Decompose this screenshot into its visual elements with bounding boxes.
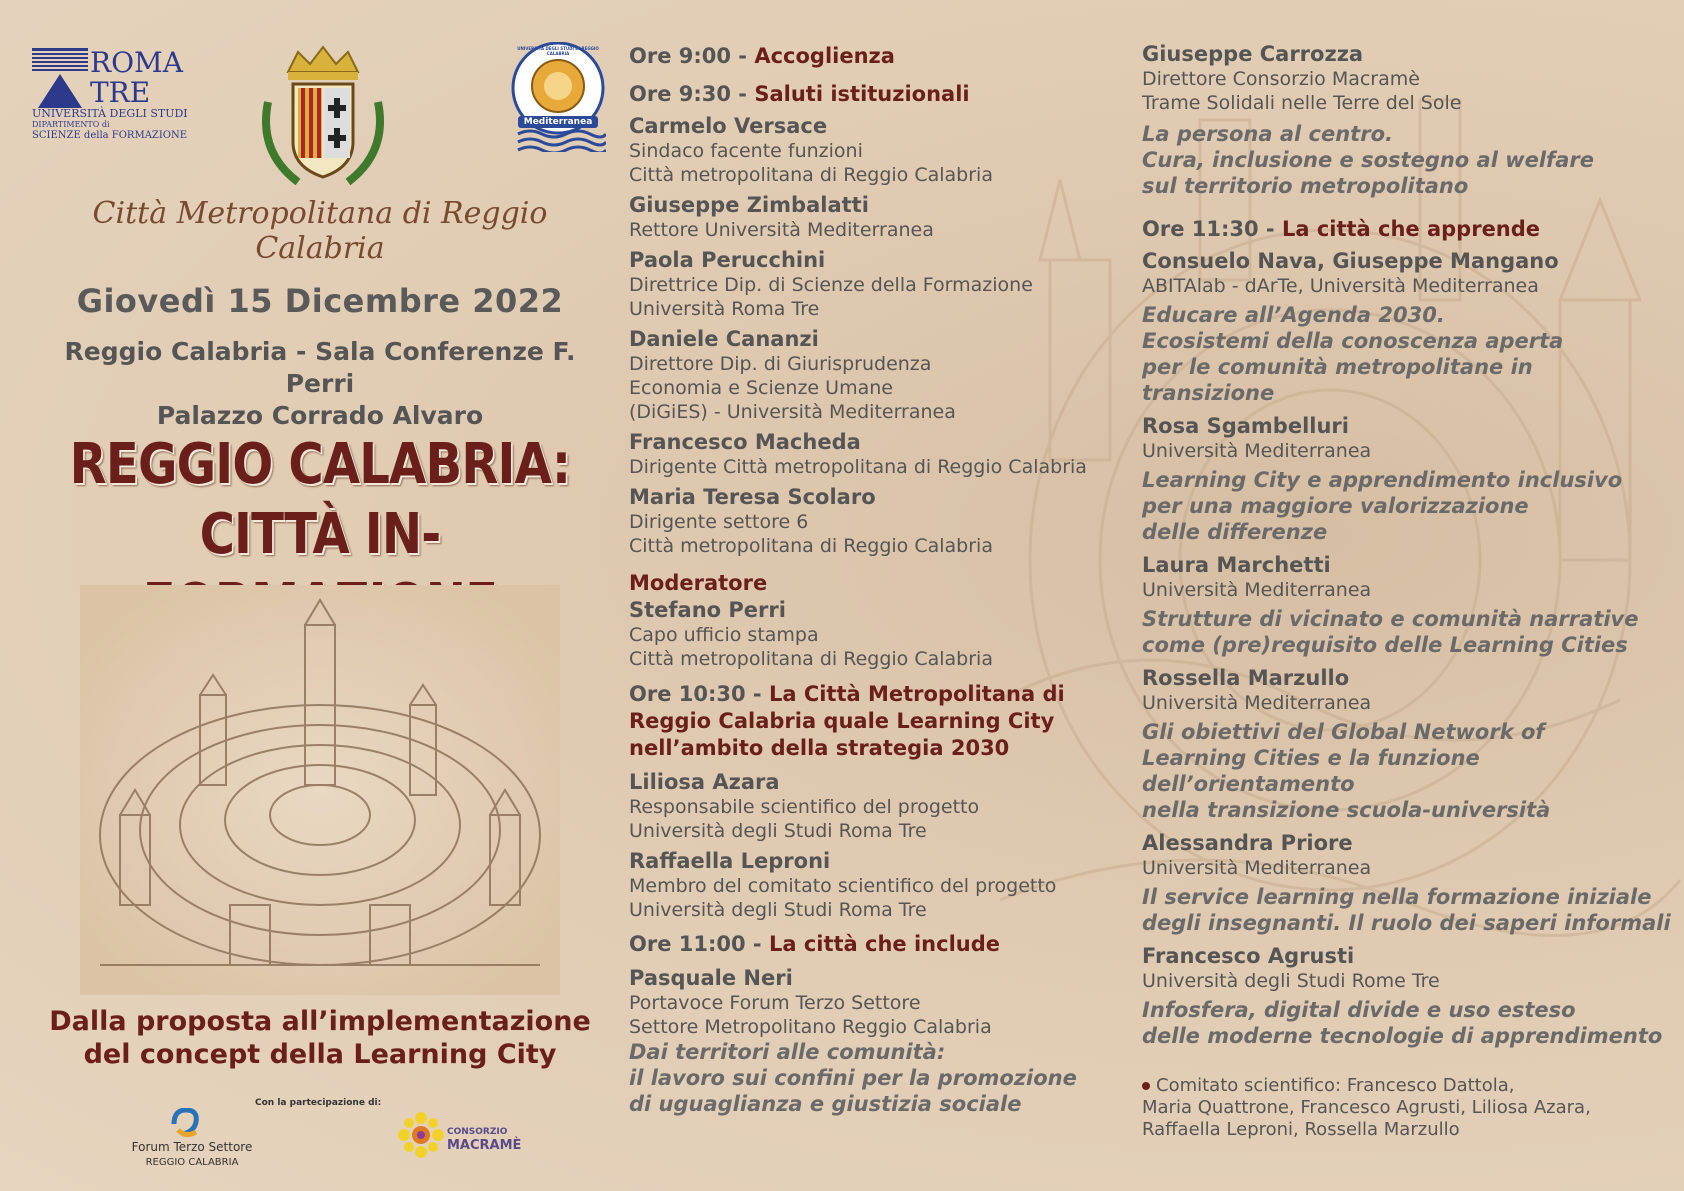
- partners-label: Con la partecipazione di:: [255, 1098, 382, 1108]
- speaker-role: Portavoce Forum Terzo Settore: [629, 992, 921, 1014]
- roma-tre-faculty: SCIENZE della FORMAZIONE: [32, 130, 188, 141]
- talk-title: Ecosistemi della conoscenza aperta: [1142, 329, 1564, 353]
- city-illustration: [80, 585, 560, 995]
- speaker-role: Direttore Consorzio Macramè: [1142, 68, 1420, 90]
- tre-text: TRE: [90, 76, 151, 109]
- speaker-name: Maria Teresa Scolaro: [629, 485, 876, 509]
- program-column-2: [1142, 42, 1672, 1141]
- event-date: Giovedì 15 Dicembre 2022: [76, 282, 564, 320]
- speaker-name: Paola Perucchini: [629, 248, 826, 272]
- macrame-line-1: CONSORZIO: [447, 1127, 508, 1137]
- speaker-affiliation: Trame Solidali nelle Terre del Sole: [1142, 92, 1462, 114]
- speaker-name: Francesco Agrusti: [1142, 944, 1355, 968]
- coat-of-arms-icon: [248, 42, 398, 192]
- speaker-role: Responsabile scientifico del progetto: [629, 796, 980, 818]
- talk-title: Gli obiettivi del Global Network of: [1142, 720, 1545, 744]
- speaker-name: Pasquale Neri: [629, 966, 793, 990]
- session-1100: Ore 11:00 - La città che include: [629, 932, 1000, 956]
- moderator-label: Moderatore: [629, 571, 768, 595]
- session-0930: Ore 9:30 - Saluti istituzionali: [629, 82, 970, 106]
- speaker-affiliation: Università Roma Tre: [629, 298, 820, 320]
- roma-tre-logo: [32, 46, 188, 144]
- speaker-role: Membro del comitato scientifico del progetto: [629, 875, 1057, 897]
- title-line-2: CITTÀ IN-: [199, 502, 441, 567]
- mediterranea-ring-text: UNIVERSITÀ DEGLI STUDI DI REGGIO CALABRIA: [517, 46, 599, 56]
- macrame-flower-icon: [398, 1112, 444, 1158]
- subtitle-line-1: Dalla proposta all’implementazione: [49, 1006, 591, 1037]
- speaker-affiliation: Città metropolitana di Reggio Calabria: [629, 535, 993, 557]
- macrame-logo: [447, 1126, 521, 1152]
- speaker-affiliation: (DiGiES) - Università Mediterranea: [629, 401, 956, 423]
- talk-title: delle moderne tecnologie di apprendimento: [1142, 1024, 1663, 1048]
- forum-place: REGGIO CALABRIA: [145, 1157, 239, 1168]
- talk-title: Il service learning nella formazione iniziale: [1142, 885, 1652, 909]
- roma-text: ROMA: [90, 46, 183, 79]
- talk-title: nella transizione scuola-università: [1142, 798, 1551, 822]
- speaker-affiliation: Università degli Studi Roma Tre: [629, 820, 927, 842]
- speaker-name: Laura Marchetti: [1142, 553, 1331, 577]
- talk-title: Educare all’Agenda 2030.: [1142, 303, 1445, 327]
- session-1130: Ore 11:30 - La città che apprende: [1142, 217, 1541, 241]
- talk-title: La persona al centro.: [1142, 122, 1393, 146]
- scientific-committee: Comitato scientifico: Francesco Dattola, Maria Quattrone, Francesco Agrusti, Liliosa Azara, Raffaella Leproni, Rossella Marzullo: [1142, 1075, 1591, 1140]
- talk-title: Infosfera, digital divide e uso esteso: [1142, 998, 1576, 1022]
- speaker-name: Giuseppe Carrozza: [1142, 42, 1364, 66]
- event-subtitle: [40, 1005, 600, 1071]
- speaker-name: Carmelo Versace: [629, 114, 828, 138]
- speaker-role: Economia e Scienze Umane: [629, 377, 893, 399]
- talk-title: Dai territori alle comunità:: [629, 1040, 946, 1064]
- speaker-role: Direttrice Dip. di Scienze della Formazione: [629, 274, 1033, 296]
- talk-title: di uguaglianza e giustizia sociale: [629, 1092, 1022, 1116]
- macrame-line-2: MACRAMÈ: [447, 1138, 522, 1153]
- roma-tre-university: UNIVERSITÀ DEGLI STUDI: [32, 107, 188, 120]
- speaker-affiliation: Città metropolitana di Reggio Calabria: [629, 164, 993, 186]
- talk-title: il lavoro sui confini per la promozione: [629, 1066, 1077, 1090]
- session-0900: Ore 9:00 - Accoglienza: [629, 44, 895, 68]
- speaker-role: Sindaco facente funzioni: [629, 140, 863, 162]
- session-1030: Ore 10:30 - La Città Metropolitana di Reggio Calabria quale Learning City nell’ambito della strategia 2030: [629, 682, 1065, 760]
- speaker-role: Rettore Università Mediterranea: [629, 219, 934, 241]
- speaker-affiliation: Città metropolitana di Reggio Calabria: [629, 648, 993, 670]
- speaker-affiliation: Settore Metropolitano Reggio Calabria: [629, 1016, 992, 1038]
- speaker-affiliation: Università degli Studi Rome Tre: [1142, 970, 1440, 992]
- speaker-role: Dirigente settore 6: [629, 511, 809, 533]
- mediterranea-logo: [510, 42, 606, 152]
- speaker-name: Rosa Sgambelluri: [1142, 414, 1349, 438]
- speaker-name: Giuseppe Zimbalatti: [629, 193, 869, 217]
- venue-line-1: Reggio Calabria - Sala Conferenze F. Perri: [64, 337, 576, 398]
- speaker-name: Stefano Perri: [629, 598, 786, 622]
- speaker-affiliation: Università Mediterranea: [1142, 440, 1372, 462]
- speaker-name: Alessandra Priore: [1142, 831, 1353, 855]
- forum-terzo-settore-logo: [112, 1140, 272, 1170]
- talk-title: per una maggiore valorizzazione: [1142, 494, 1529, 518]
- city-name: Città Metropolitana di Reggio Calabria: [92, 196, 548, 266]
- mediterranea-name: Mediterranea: [518, 116, 598, 128]
- speaker-name: Raffaella Leproni: [629, 849, 831, 873]
- speaker-affiliation: Università Mediterranea: [1142, 857, 1372, 879]
- talk-title: degli insegnanti. Il ruolo dei saperi informali: [1142, 911, 1671, 935]
- speaker-role: Capo ufficio stampa: [629, 624, 819, 646]
- roma-tre-dept: DIPARTIMENTO di: [32, 120, 110, 129]
- talk-title: delle differenze: [1142, 520, 1328, 544]
- forum-name: Forum Terzo Settore: [131, 1140, 253, 1154]
- title-line-1: REGGIO CALABRIA:: [69, 432, 571, 497]
- talk-title: per le comunità metropolitane in transizione: [1142, 355, 1533, 405]
- speaker-name: Francesco Macheda: [629, 430, 861, 454]
- speaker-role: Dirigente Città metropolitana di Reggio Calabria: [629, 456, 1087, 478]
- speaker-affiliation: Università Mediterranea: [1142, 579, 1372, 601]
- speaker-name: Daniele Cananzi: [629, 327, 819, 351]
- event-venue: [40, 336, 600, 432]
- talk-title: Learning City e apprendimento inclusivo: [1142, 468, 1623, 492]
- talk-title: Learning Cities e la funzione dell’orientamento: [1142, 746, 1480, 796]
- speaker-affiliation: Università degli Studi Roma Tre: [629, 899, 927, 921]
- speaker-affiliation: ABITAlab - dArTe, Università Mediterranea: [1142, 275, 1539, 297]
- program-column-1: [629, 42, 1099, 1117]
- talk-title: Strutture di vicinato e comunità narrative: [1142, 607, 1639, 631]
- talk-title: come (pre)requisito delle Learning Cities: [1142, 633, 1628, 657]
- bullet-icon: [1142, 1082, 1150, 1090]
- mediterranea-seal-icon: [510, 42, 606, 152]
- talk-title: Cura, inclusione e sostegno al welfare: [1142, 148, 1594, 172]
- forum-terzo-settore-icon: [170, 1108, 200, 1140]
- speaker-name: Rossella Marzullo: [1142, 666, 1350, 690]
- speaker-name: Consuelo Nava, Giuseppe Mangano: [1142, 249, 1559, 273]
- venue-line-2: Palazzo Corrado Alvaro: [156, 401, 484, 430]
- talk-title: sul territorio metropolitano: [1142, 174, 1469, 198]
- speaker-name: Liliosa Azara: [629, 770, 780, 794]
- speaker-role: Direttore Dip. di Giurisprudenza: [629, 353, 932, 375]
- subtitle-line-2: del concept della Learning City: [83, 1039, 557, 1070]
- speaker-affiliation: Università Mediterranea: [1142, 692, 1372, 714]
